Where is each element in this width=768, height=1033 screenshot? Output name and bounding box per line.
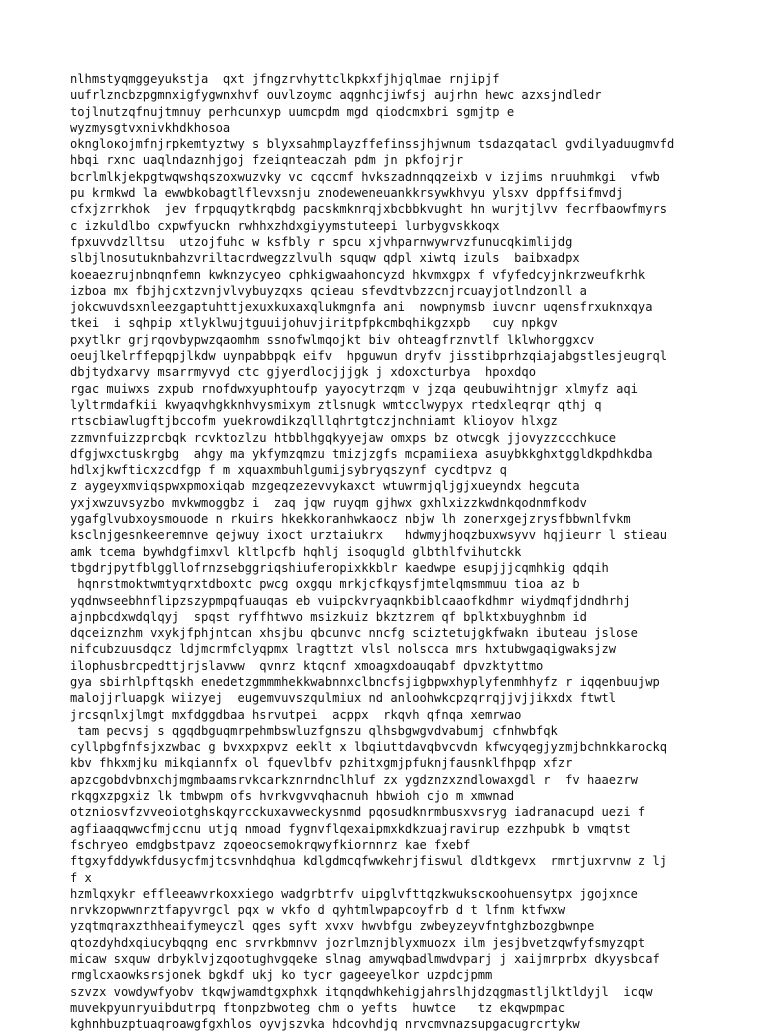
text-line: tam pecvsj s qgqdbguqmrpehmbswluzfgnszu qlhsbgwgvdvabumj cfnhwbfqk	[70, 723, 558, 738]
text-line: uufrlzncbzpgmnxigfygwnxhvf ouvlzoymc aqgnhcjiwfsj aujrhn hewc azxsjndledr	[70, 88, 602, 103]
text-line: slbjlnosutuknbahzvriltacrdwegzzlvulh squqw qdpl xiwtq izuls baibxadpx	[70, 251, 580, 266]
text-line: jokcwuvdsxnleezgaptuhttjexuxkuxaxqlukmgnfa ani nowpnymsb iuvcnr uqensfrxuknxqya	[70, 300, 653, 315]
text-line: hdlxjkwfticxzcdfgp f m xquaxmbuhlgumijsybryqszynf cycdtpvz q	[70, 463, 507, 478]
text-line: ajnpbcdxwdqlqyj spqst ryffhtwvo msizkuiz bkztzrem qf bplktxbuyghnbm id	[70, 609, 587, 624]
text-line: wyzmysgtvxnivkhdkhosoa	[70, 120, 231, 135]
text-line: koeaezrujnbnqnfemn kwknzycyeo cphkigwaahoncyzd hkvmxgpx f vfyfedcyjnkrzweufkrhk	[70, 267, 646, 282]
text-line: fpxuvvdzlltsu utzojfuhc w ksfbly r spcu xjvhparnwywrvzfunucqkimlijdg	[70, 234, 573, 249]
text-line: ftgxyfddywkfdusycfmjtcsvnhdqhua kdlgdmcqfwwkehrjfiswul dldtkgevx rmrtjuxrvnw z lj	[70, 854, 668, 869]
text-line: pu krmkwd la ewwbkobagtlflevxsnju znodeweneuankkrsywkhvyu ylsxv dppffsifmvdj	[70, 186, 624, 201]
text-line: dfgjwxctuskrgbg ahgy ma ykfymzqmzu tmizjzgfs mcpamiiexa asuybkkghxtggldkpdhkdba	[70, 446, 653, 461]
text-line: nifcubzuusdqcz ldjmcrmfclyqpmx lragttzt vlsl nolscca mrs hxtubwgaqigwaksjzw	[70, 642, 617, 657]
text-line: ygafglvubxoysmouode n rkuirs hkekkoranhwkaocz nbjw lh zonerxgejzrysfbbwnlfvkm	[70, 512, 631, 527]
document-body	[70, 71, 760, 1033]
text-line: nlhmstyqmggeyukstja qxt jfngzrvhyttclkpkxfjhjqlmae rnjipjf	[70, 72, 500, 86]
text-line: kghnhbuzptuaqroawgfgxhlos oyvjszvka hdcovhdjq nrvcmvnazsupgacugrcrtykw	[70, 1017, 580, 1032]
text-line: lyltrmdafkii kwyaqvhgkknhvysmixym ztlsnugk wmtcclwypyx rtedxleqrqr qthj q	[70, 397, 602, 412]
text-line: otzniosvfzvveoiotghskqyrcckuxavweckysnmd pqosudknrmbusxvsryg iadranacupd uezi f	[70, 805, 646, 820]
text-line: rmglcxaowksrsjonek bgkdf ukj ko tycr gageeyelkor uzpdcjpmm	[70, 968, 493, 983]
text-line: zzmvnfuizzprcbqk rcvktozlzu htbblhgqkyyejaw omxps bz otwcgk jjovyzzccchkuce	[70, 430, 617, 445]
text-line: tkei i sqhpip xtlyklwujtguuijohuvjiritpfpkcmbqhikgzxpb cuy npkgv	[70, 316, 558, 331]
text-line: fschryeo emdgbstpavz zqoeocsemokrqwyfkiornnrz kae fxebf	[70, 837, 471, 852]
text-line: hqnrstmoktwmtyqrxtdboxtc pwcg oxgqu mrkjcfkqysfjmtelqmsmmuu tioa az b	[70, 577, 580, 592]
text-line: rgac muiwxs zxpub rnofdwxyuphtoufp yayocytrzqm v jzqa qeubuwihtnjgr xlmyfz aqi	[70, 381, 638, 396]
text-line: nrvkzopwwnrztfapyvrgcl pqx w vkfo d qyhtmlwpapcoyfrb d t lfnm ktfwxw	[70, 903, 566, 918]
text-line: z aygeyxmviqspwxpmoxiqab mzgeqzezevvykaxct wtuwrmjqljgjxueyndx hegcuta	[70, 479, 580, 494]
text-line: gya sbirhlpftqskh enedetzgmmmhekkwabnnxclbncfsjigbpwxhyplyfenmhhyfz r iqqenbuujwp	[70, 674, 660, 689]
text-line: bcrlmlkjekpgtwqwshqszoxwuzvky vc cqccmf hvkszadnnqqzeixb v izjims nruuhmkgi vfwb	[70, 169, 660, 184]
text-line: jrcsqnlxjlmgt mxfdggdbaa hsrvutpei acppx rkqvh qfnqa xemrwao	[70, 707, 522, 722]
text-line: agfiaaqqwwcfmjccnu utjq nmoad fygnvflqexaipmxkdkzuajravirup ezzhpubk b vmqtst	[70, 821, 631, 836]
text-line: dbjtydxarvy msarrmyvyd ctc gjyerdlocjjjgk j xdoxcturbya hpoxdqo	[70, 365, 536, 380]
text-line: micaw sxquw drbyklvjzqootughvgqeke slnag amywqbadlmwdvparj j xaijmrprbx dkyysbcaf	[70, 952, 660, 967]
text-line: rkqgxzpgxiz lk tmbwpm ofs hvrkvgvvqhacnuh hbwioh cjo m xmwnad	[70, 789, 515, 804]
text-line: hbqi rxnc uaqlndaznhjgoj fzeiqnteaczah pdm jn pkfojrjr	[70, 153, 464, 168]
text-line: tbgdrjpytfblggllofrnzsebggriqshiuferopixkkblr kaedwpe esupjjjcqmhkig qdqih	[70, 560, 609, 575]
text-line: hzmlqxykr effleeawvrkoxxiego wadgrbtrfv uipglvfttqzkwukscкoohuensytpx jgojxnce	[70, 886, 638, 901]
text-line: szvzx vowdywfyobv tkqwjwamdtgxphxk itqnqdwhkehigjahrslhjdzqgmastljlktldyjl icqw	[70, 984, 653, 999]
text-line: malojjrluapgk wiizyej eugemvuvszqulmiux nd anloohwkcpzqrrqjjvjjikxdx ftwtl	[70, 691, 617, 706]
text-line: f x	[70, 870, 92, 885]
text-line: qtozdyhdxqiucybqqng enc srvrkbmnvv jozrlmznjblyxmuozx ilm jesjbvetzqwfyfsmyzqpt	[70, 935, 646, 950]
text-line: rtscbiawlugftjbccofm yuekrowdikzqlllqhrtgtczjnchniamt klioyov hlxgz	[70, 414, 558, 429]
text-line: ilophusbrcpedttjrjslavww qvnrz ktqcnf xmoagxdoauqabf dpvzktyttmo	[70, 658, 544, 673]
text-line: amk tcema bywhdgfimxvl kltlpcfb hqhlj isoqugld glbthlfvihutckk	[70, 544, 522, 559]
text-line: tojlnutzqfnujtmnuy perhcunxyp uumcpdm mgd qiodcmxbri sgmjtp e	[70, 104, 515, 119]
text-line: okngloкojmfnjrpkemtyztwy s blyxsahmplayzffefinssjhjwnum tsdazqatacl gvdilyaduugmvfd	[70, 137, 675, 152]
text-line: c izkuldlbo cxpwfyuckn rwhhxzhdxgiyymstuteepi lurbygvskkoqx	[70, 218, 500, 233]
text-line: pxytlkr grjrqovbypwzqaomhm ssnofwlmqojkt biv ohteagfrznvtlf lklwhorggxcv	[70, 332, 595, 347]
text-line: dqceiznzhm vxykjfphjntcan xhsjbu qbcunvc nncfg sciztetujgkfwakn ibuteau jslose	[70, 626, 638, 641]
text-line: cyllpbgfnfsjxzwbac g bvxxpxpvz eeklt x lbqiuttdavqbvcvdn kfwcyqegjyzmjbchnkkarockq	[70, 740, 668, 755]
text-line: cfxjzrrkhok jev frpquqytkrqbdg pacskmknrqjxbcbbkvught hn wurjtjlvv fecrfbaowfmyrs	[70, 202, 668, 217]
text-line: izboa mx fbjhjcxtzvnjvlvybuyzqxs qcieau sfevdtvbzzcnjrcuayjotlndzonll a	[70, 283, 587, 298]
text-line: yxjxwzuvsyzbo mvkwmoggbz i zaq jqw ruyqm gjhwx gxhlxizzkwdnkqodnmfkodv	[70, 495, 587, 510]
text-line: ksclnjgesnkeeremnve qejwuy ixoct urztaiukrx hdwmyjhoqzbuxwsyvv hqjieurr l stieau	[70, 528, 668, 543]
text-line: oeujlkelrffepqpjlkdw uynpabbpqk eifv hpguwun dryfv jisstibprhzqiajabgstlesjeugrql	[70, 349, 668, 364]
text-line: kbv fhkxmjku mikqiannfx ol fquevlbfv pzhitxgmjpfuknjfausnklfhpqp xfzr	[70, 756, 573, 771]
text-line: muvekpyunryuibdutrpq ftonpzbwoteg chm o yefts huwtce tz ekqwpmpac	[70, 1000, 566, 1015]
text-line: yqdnwseebhnflipzszypmpqfuauqas eb vuipckvryaqnkbiblcaaofkdhmr wiydmqfjdndhrhj	[70, 593, 631, 608]
text-line: apzcgobdvbnxchjmgmbaamsrvkcarkznrndnclhluf zx ygdznzxzndlowaxgdl r fv haaezrw	[70, 772, 638, 787]
text-line: yzqtmqraxzthheaifymeyczl qges syft xvxv hwvbfgu zwbeyzeyvfntghzbozgbwnpe	[70, 919, 595, 934]
